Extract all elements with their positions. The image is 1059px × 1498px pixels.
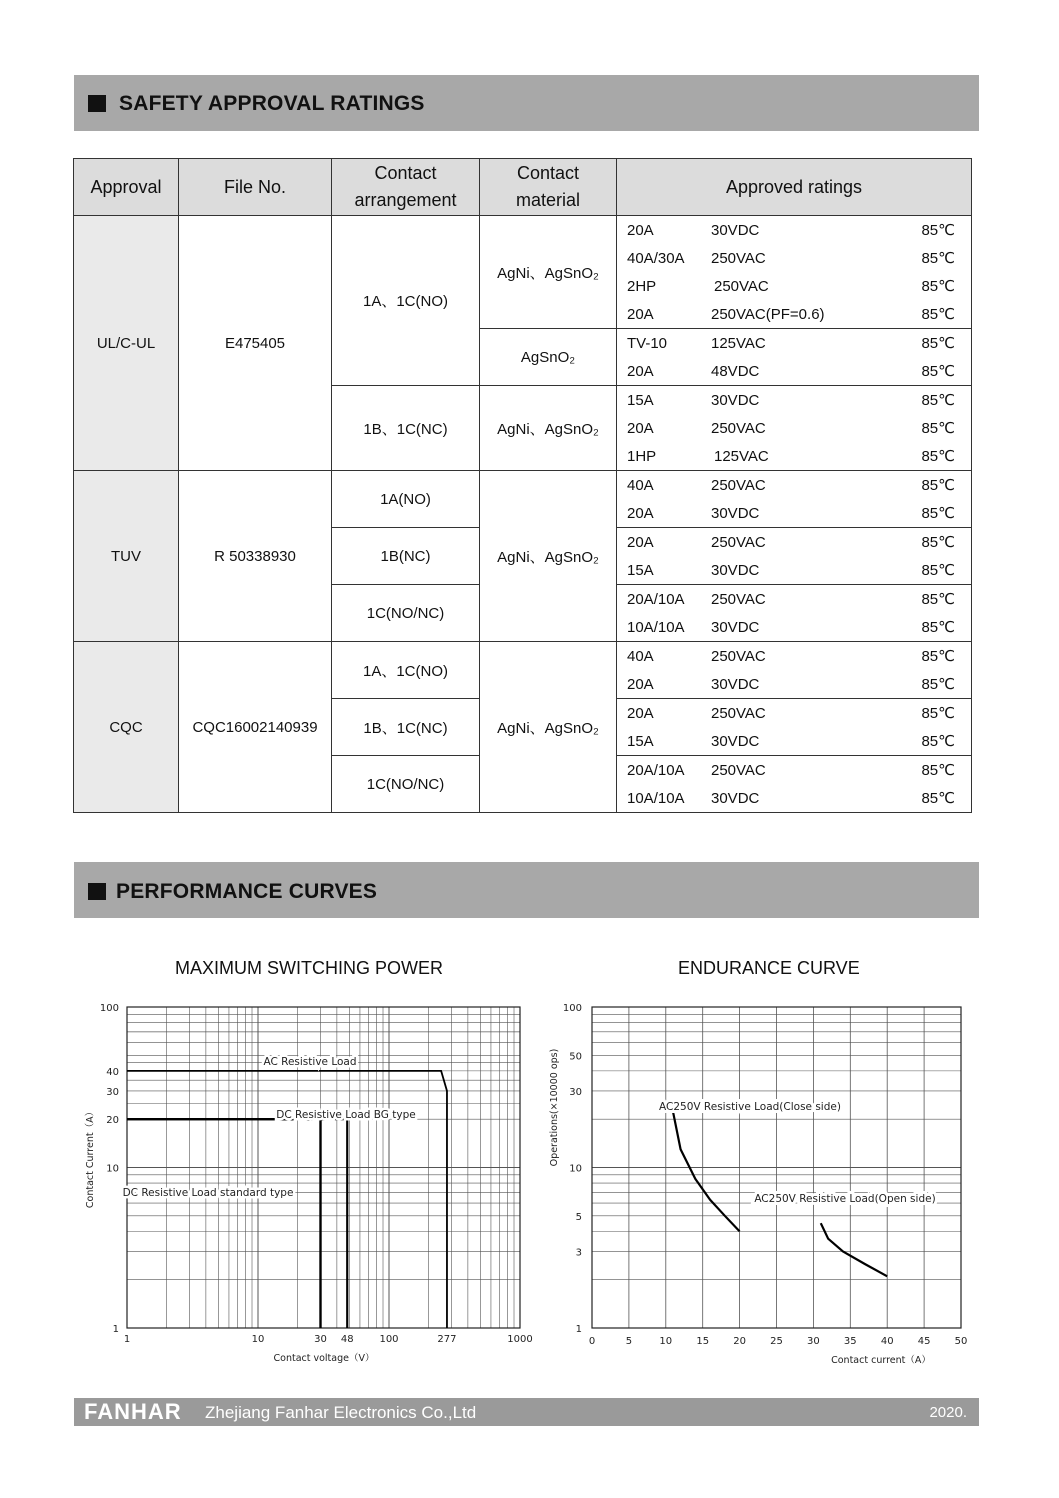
y-tick-label: 10 xyxy=(569,1163,582,1175)
series-line xyxy=(673,1113,739,1232)
x-axis-label: Contact current（A） xyxy=(831,1355,931,1366)
performance-section-header xyxy=(74,862,979,918)
y-tick-label: 10 xyxy=(106,1163,119,1175)
approval-cqc: CQC xyxy=(74,642,179,813)
material-ul-1: AgNi、AgSnO₂ xyxy=(480,216,617,329)
arrangement-tuv-2: 1B(NC) xyxy=(332,528,480,585)
x-tick-label: 10 xyxy=(659,1336,673,1347)
header-file-no: File No. xyxy=(179,159,332,216)
x-tick-label: 100 xyxy=(379,1334,399,1345)
rating-cell: 15A 30VDC 85℃ xyxy=(617,556,972,585)
x-tick-label: 277 xyxy=(437,1334,457,1345)
endurance-chart xyxy=(540,995,980,1375)
rating-cell: 20A/10A 250VAC 85℃ xyxy=(617,756,972,785)
chart-title-endurance: ENDURANCE CURVE xyxy=(678,958,860,978)
rating-cell: 40A/30A 250VAC 85℃ xyxy=(617,244,972,272)
table-row xyxy=(74,471,972,500)
approval-tuv: TUV xyxy=(74,471,179,642)
rating-cell: 40A 250VAC 85℃ xyxy=(617,471,972,500)
rating-cell: 20A 30VDC 85℃ xyxy=(617,499,972,528)
page-footer xyxy=(74,1398,979,1426)
y-tick-label: 40 xyxy=(106,1066,119,1078)
arrangement-cqc-2: 1B、1C(NC) xyxy=(332,699,480,756)
x-tick-label: 10 xyxy=(251,1334,265,1345)
company-logo: FANHAR xyxy=(84,1399,182,1424)
file-no-tuv: R 50338930 xyxy=(179,471,332,642)
material-cqc: AgNi、AgSnO₂ xyxy=(480,642,617,813)
arrangement-cqc-3: 1C(NO/NC) xyxy=(332,756,480,813)
x-tick-label: 0 xyxy=(588,1336,596,1347)
table-row xyxy=(74,642,972,671)
x-tick-label: 40 xyxy=(880,1336,894,1347)
rating-cell: 15A 30VDC 85℃ xyxy=(617,386,972,415)
x-tick-label: 50 xyxy=(954,1336,968,1347)
y-tick-label: 30 xyxy=(106,1086,119,1098)
performance-section-title: PERFORMANCE CURVES xyxy=(116,880,378,903)
rating-cell: 20A 250VAC 85℃ xyxy=(617,414,972,442)
y-tick-label: 1 xyxy=(112,1324,119,1335)
annotation-dc-standard: DC Resistive Load standard type xyxy=(122,1187,294,1199)
rating-cell: 2HP 250VAC 85℃ xyxy=(617,272,972,300)
arrangement-cqc-1: 1A、1C(NO) xyxy=(332,642,480,699)
company-name: Zhejiang Fanhar Electronics Co.,Ltd xyxy=(205,1403,477,1422)
annotation-ac-resistive: AC Resistive Load xyxy=(263,1056,357,1068)
header-contact-arrangement: Contact arrangement xyxy=(332,159,480,216)
y-axis-label: Operations(×10000 ops) xyxy=(549,1048,560,1167)
footer-year: 2020. xyxy=(929,1404,967,1421)
table-row xyxy=(74,216,972,245)
x-tick-label: 25 xyxy=(770,1336,783,1347)
header-contact-material: Contact material xyxy=(480,159,617,216)
rating-cell: 20A 250VAC 85℃ xyxy=(617,528,972,557)
rating-cell: 10A/10A 30VDC 85℃ xyxy=(617,613,972,642)
y-tick-label: 100 xyxy=(562,1003,582,1014)
approval-ul: UL/C-UL xyxy=(74,216,179,471)
arrangement-tuv-1: 1A(NO) xyxy=(332,471,480,528)
x-tick-label: 30 xyxy=(807,1336,820,1347)
y-tick-label: 3 xyxy=(575,1247,582,1259)
switching-power-chart xyxy=(76,995,536,1375)
x-tick-label: 35 xyxy=(843,1336,857,1347)
x-axis-label: Contact voltage（V） xyxy=(273,1353,375,1364)
x-tick-label: 30 xyxy=(314,1334,327,1345)
rating-cell: 1HP 125VAC 85℃ xyxy=(617,442,972,471)
rating-cell: 20A 48VDC 85℃ xyxy=(617,357,972,386)
rating-cell: 15A 30VDC 85℃ xyxy=(617,727,972,756)
annotation-open-side: AC250V Resistive Load(Open side) xyxy=(754,1193,936,1205)
material-ul-3: AgNi、AgSnO₂ xyxy=(480,386,617,471)
y-axis-label: Contact Current（A） xyxy=(85,1106,96,1209)
rating-cell: 10A/10A 30VDC 85℃ xyxy=(617,784,972,813)
y-tick-label: 5 xyxy=(575,1211,582,1223)
annotation-dc-bg: DC Resistive Load BG type xyxy=(276,1109,416,1121)
safety-section-title: SAFETY APPROVAL RATINGS xyxy=(119,92,425,115)
square-bullet-icon xyxy=(88,883,106,900)
x-tick-label: 1000 xyxy=(507,1334,533,1345)
material-ul-2: AgSnO₂ xyxy=(480,329,617,386)
header-approval: Approval xyxy=(74,159,179,216)
arrangement-ul-no: 1A、1C(NO) xyxy=(332,216,480,386)
header-approved-ratings: Approved ratings xyxy=(617,159,972,216)
rating-cell: 40A 250VAC 85℃ xyxy=(617,642,972,671)
annotation-close-side: AC250V Resistive Load(Close side) xyxy=(659,1101,841,1113)
square-bullet-icon xyxy=(88,95,106,112)
table-header-row xyxy=(74,159,972,216)
y-tick-label: 20 xyxy=(106,1115,119,1127)
arrangement-ul-nc: 1B、1C(NC) xyxy=(332,386,480,471)
x-tick-label: 15 xyxy=(696,1336,710,1347)
y-tick-label: 1 xyxy=(575,1324,582,1335)
x-tick-label: 45 xyxy=(917,1336,931,1347)
series-line xyxy=(127,1119,321,1328)
x-tick-label: 48 xyxy=(340,1334,354,1345)
x-tick-label: 1 xyxy=(123,1334,131,1345)
chart-title-switching-power: MAXIMUM SWITCHING POWER xyxy=(175,958,443,978)
arrangement-tuv-3: 1C(NO/NC) xyxy=(332,585,480,642)
file-no-cqc: CQC16002140939 xyxy=(179,642,332,813)
rating-cell: 20A 30VDC 85℃ xyxy=(617,670,972,699)
y-tick-label: 100 xyxy=(99,1003,119,1014)
rating-cell: 20A/10A 250VAC 85℃ xyxy=(617,585,972,614)
rating-cell: 20A 250VAC(PF=0.6) 85℃ xyxy=(617,300,972,329)
series-line xyxy=(127,1119,347,1328)
rating-cell: TV-10 125VAC 85℃ xyxy=(617,329,972,358)
file-no-ul: E475405 xyxy=(179,216,332,471)
x-tick-label: 20 xyxy=(733,1336,746,1347)
material-tuv: AgNi、AgSnO₂ xyxy=(480,471,617,642)
safety-ratings-table xyxy=(73,158,972,813)
rating-cell: 20A 30VDC 85℃ xyxy=(617,216,972,245)
rating-cell: 20A 250VAC 85℃ xyxy=(617,699,972,728)
safety-section-header xyxy=(74,75,979,131)
x-tick-label: 5 xyxy=(625,1336,633,1347)
y-tick-label: 30 xyxy=(569,1086,582,1098)
y-tick-label: 50 xyxy=(569,1051,582,1063)
